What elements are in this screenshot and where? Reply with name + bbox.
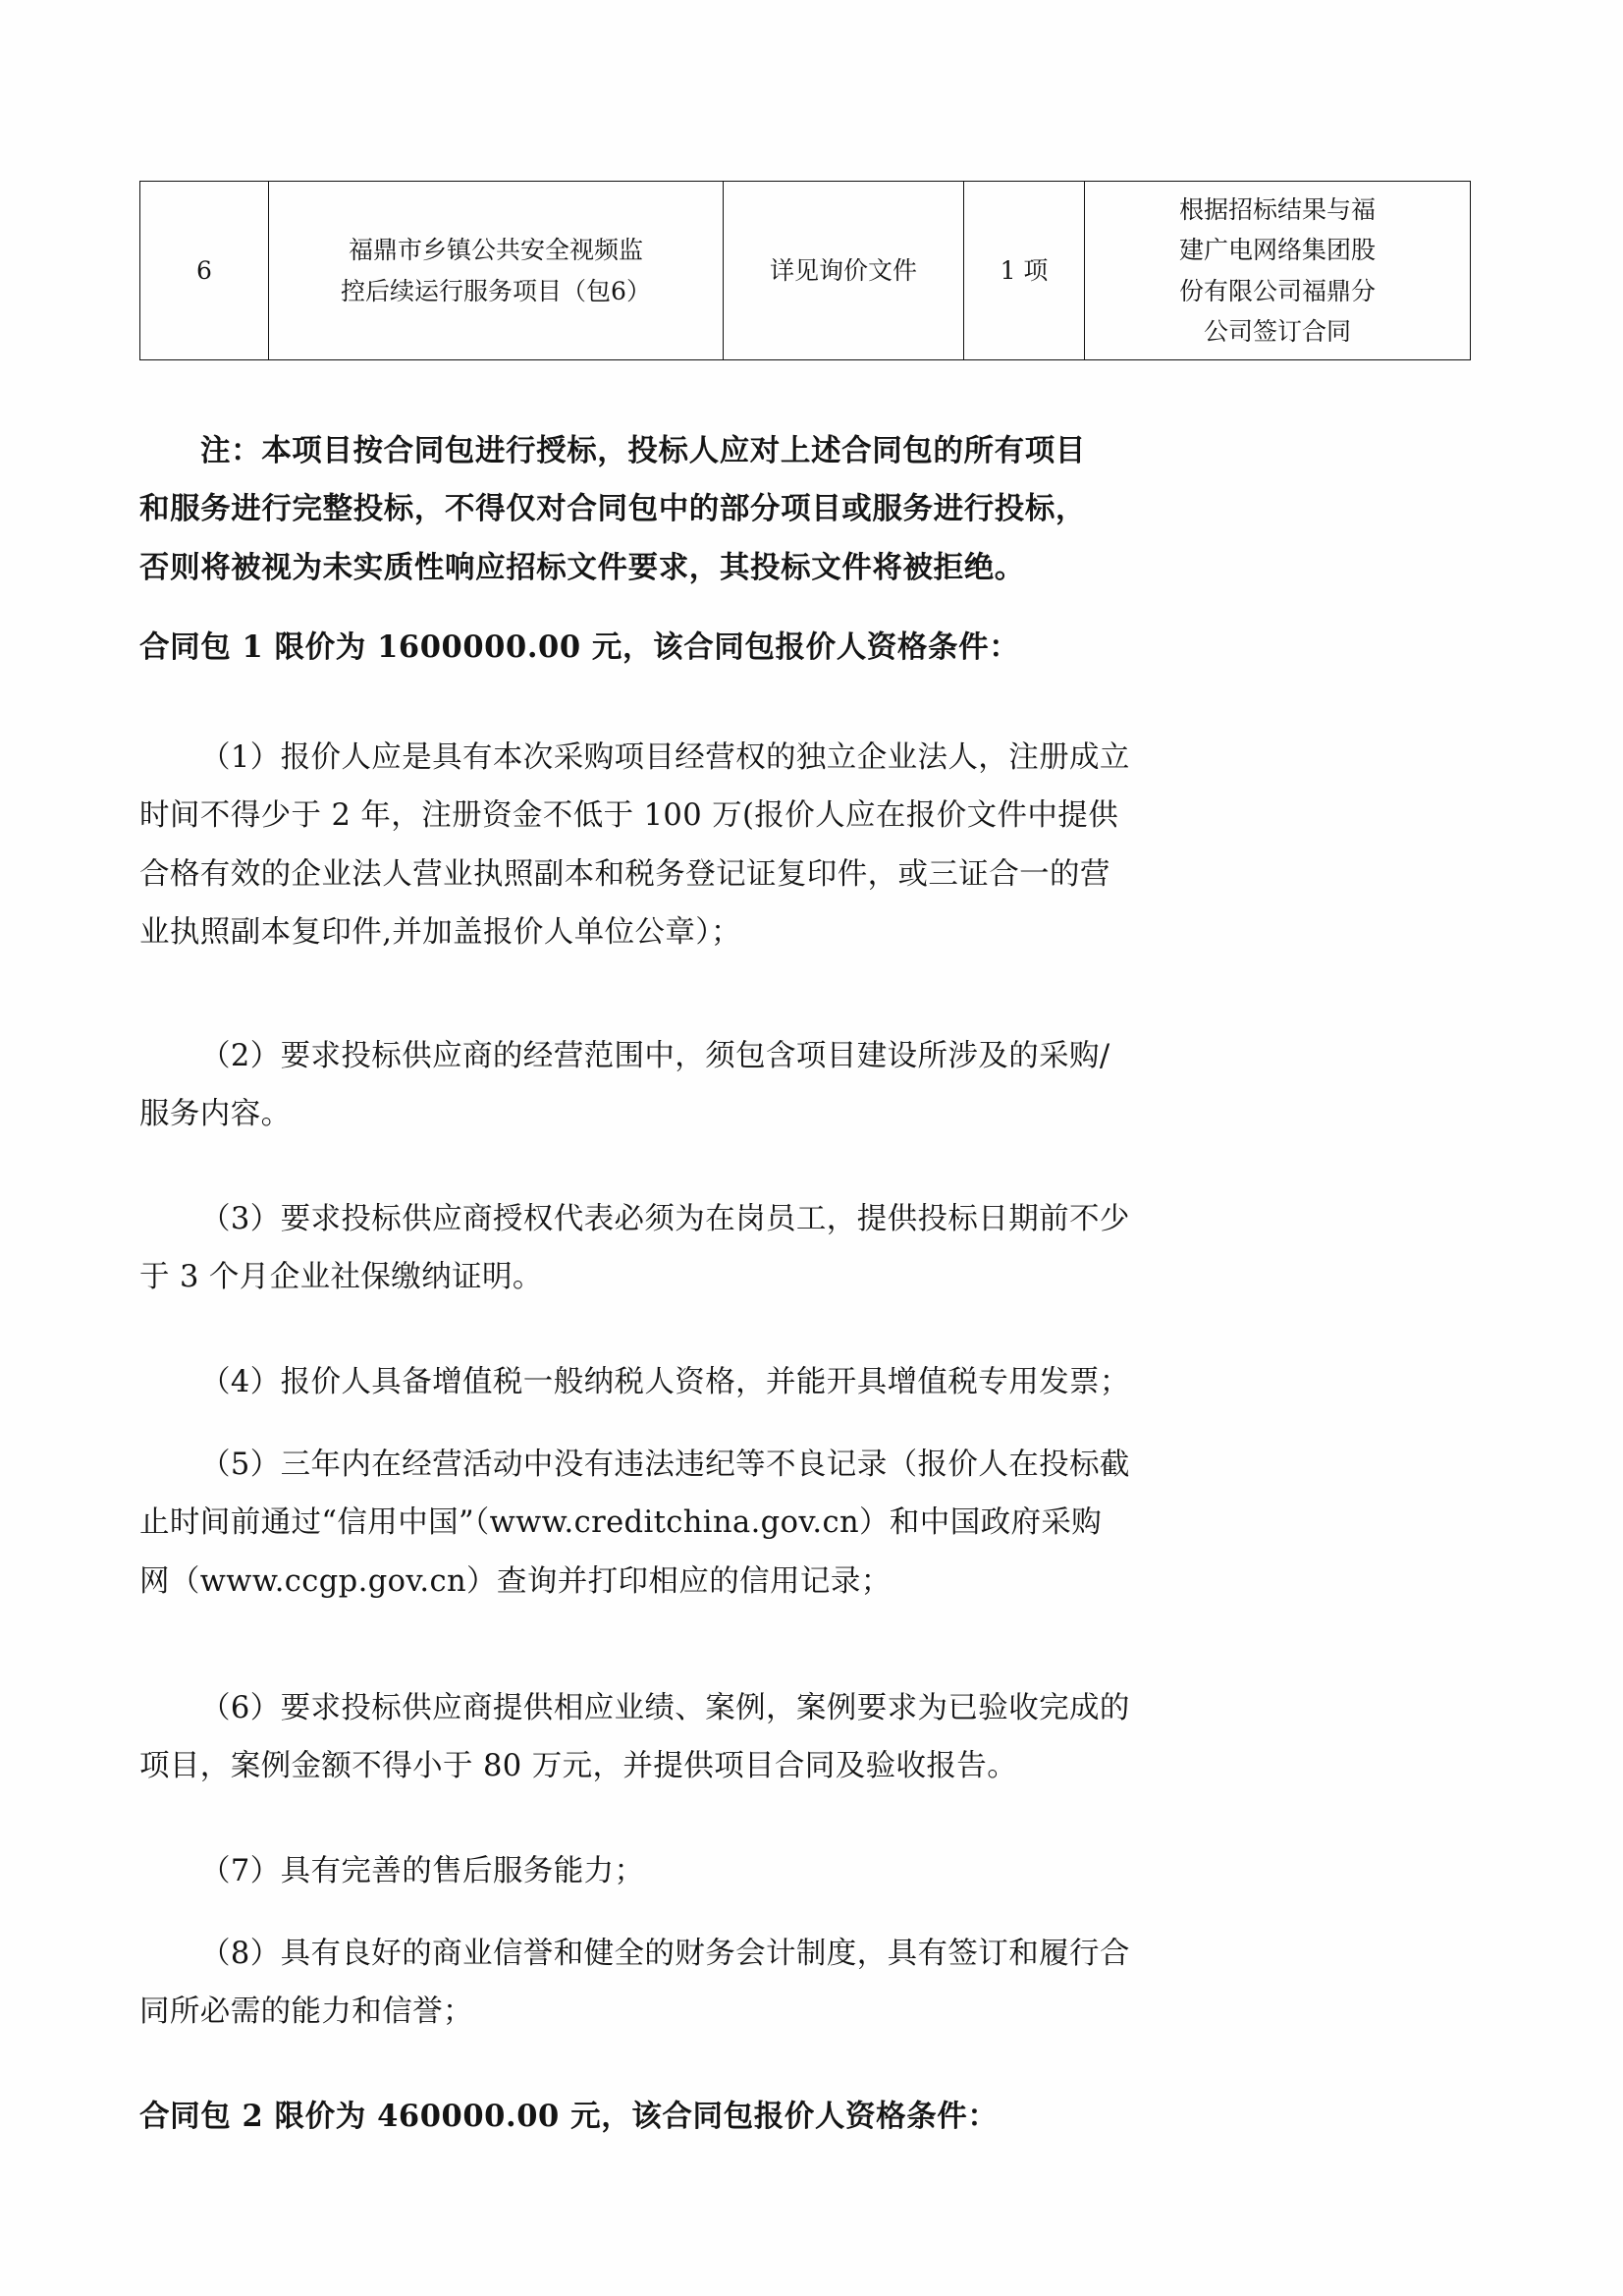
cell-quantity: 1 项 [964,182,1085,360]
req2-line-1: （2）要求投标供应商的经营范围中，须包含项目建设所涉及的采购/ [200,1039,1110,1073]
requirement-item-3 [139,1190,1434,1307]
req8-line-2: 同所必需的能力和信誉； [139,1995,473,2030]
req5-line-3: 网（www.ccgp.gov.cn）查询并打印相应的信用记录； [139,1563,892,1599]
requirement-item-1 [139,729,1434,962]
package1-heading-text: 合同包 1 限价为 1600000.00 元，该合同包报价人资格条件： [139,629,1020,665]
req3-line-2: 于 3 个月企业社保缴纳证明。 [139,1260,543,1295]
req7-line-1: （7）具有完善的售后服务能力； [200,1854,645,1888]
req6-line-2: 项目，案例金额不得小于 80 万元，并提供项目合同及验收报告。 [139,1749,1018,1784]
req8-line-1: （8）具有良好的商业信誉和健全的财务会计制度，具有签订和履行合 [200,1937,1130,1971]
note-line-2: 和服务进行完整投标，不得仅对合同包中的部分项目或服务进行投标， [139,491,1087,527]
remark-line-1: 根据招标结果与福 [1178,195,1376,224]
cell-project-name [269,182,724,360]
req3-line-1: （3）要求投标供应商授权代表必须为在岗员工，提供投标日期前不少 [200,1202,1130,1236]
requirement-item-5 [139,1436,1434,1611]
procurement-item-table [139,181,1406,360]
note-paragraph [139,422,1434,597]
req1-line-3: 合格有效的企业法人营业执照副本和税务登记证复印件，或三证合一的营 [139,856,1110,892]
req5-line-2: 止时间前通过“信用中国”（www.creditchina.gov.cn）和中国政府采购 [139,1505,1103,1541]
requirement-item-7 [139,1842,1434,1900]
package2-heading-text: 合同包 2 限价为 460000.00 元，该合同包报价人资格条件： [139,2099,999,2134]
requirement-item-8 [139,1925,1434,2042]
req5-line-1: （5）三年内在经营活动中没有违法违纪等不良记录（报价人在投标截 [200,1448,1130,1482]
req4-line-1: （4）报价人具备增值税一般纳税人资格，并能开具增值税专用发票； [200,1365,1130,1399]
project-name-line-1: 福鼎市乡镇公共安全视频监 [348,236,643,265]
req1-line-4: 业执照副本复印件,并加盖报价人单位公章）； [139,915,741,951]
note-line-1: 注：本项目按合同包进行授标，投标人应对上述合同包的所有项目 [200,433,1086,468]
requirement-item-4 [139,1353,1434,1411]
remark-line-4: 公司签订合同 [1203,316,1351,346]
package2-heading [139,2088,1434,2146]
req1-line-2: 时间不得少于 2 年，注册资金不低于 100 万(报价人应在报价文件中提供 [139,798,1119,834]
remark-line-2: 建广电网络集团股 [1178,236,1376,265]
remark-line-3: 份有限公司福鼎分 [1178,276,1376,305]
cell-item-number: 6 [140,182,269,360]
table-row [140,182,1471,360]
req6-line-1: （6）要求投标供应商提供相应业绩、案例，案例要求为已验收完成的 [200,1691,1130,1725]
req1-line-1: （1）报价人应是具有本次采购项目经营权的独立企业法人，注册成立 [200,740,1130,775]
cell-tech-requirement: 详见询价文件 [724,182,964,360]
req2-line-2: 服务内容。 [139,1097,292,1132]
note-line-3: 否则将被视为未实质性响应招标文件要求，其投标文件将被拒绝。 [139,549,1025,585]
requirement-item-2 [139,1027,1434,1144]
package1-heading [139,619,1434,677]
project-name-line-2: 控后续运行服务项目（包6） [341,276,651,305]
cell-remark [1085,182,1471,360]
requirement-item-6 [139,1679,1434,1796]
